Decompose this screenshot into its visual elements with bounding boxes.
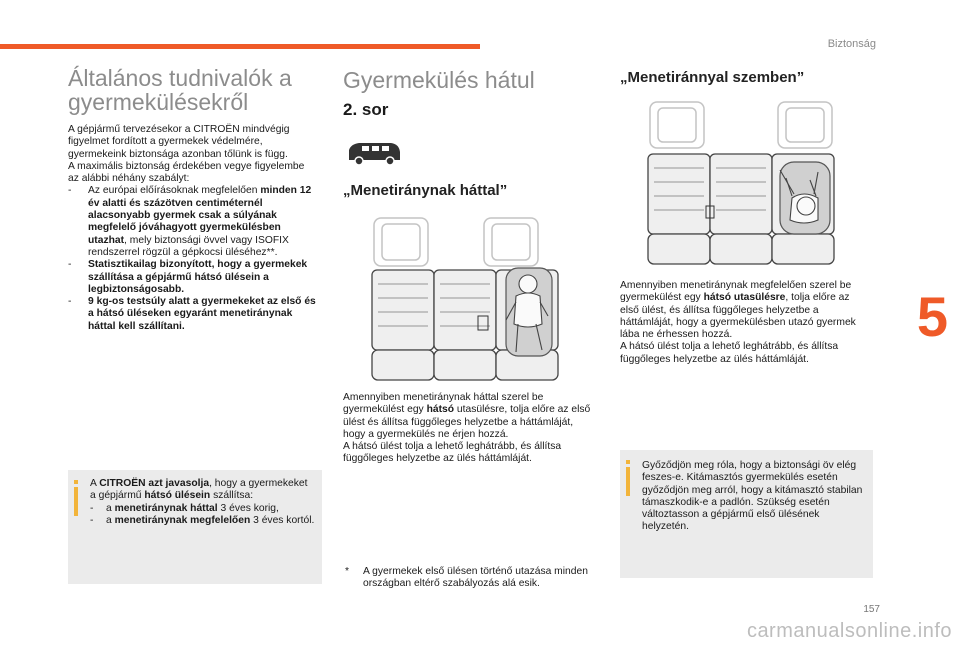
chapter-number: 5 — [916, 284, 949, 348]
forward-facing-seat-illustration — [642, 98, 842, 270]
col2-body: Amennyiben menetiránynak háttal szerel be gyermekülést egy hátsó utasülésre, tolja előre az első ülést és állítsa függőleges helyzetbe a háttámláját, hogy a gyermekülés ne érjen hozzá. A hátsó ülést tolja a lehető leghátrább, és állítsa függőleges helyzetbe az ülés háttámláját. — [343, 392, 593, 466]
section-label: Biztonság — [827, 38, 876, 50]
col1-title-line1: Általános tudnivalók a — [68, 65, 292, 91]
col3-info-text: Győződjön meg róla, hogy a biztonsági öv elég feszes-e. Kitámasztós gyermekülés esetén győződjön meg arról, hogy a kitámasztó stabilan támaszkodik-e a padlón. Szükség esetén változtasson a gépjármű első ülésének helyzetén. — [642, 460, 863, 533]
page-number: 157 — [863, 604, 880, 615]
info-icon — [626, 460, 630, 496]
col2-title: Gyermekülés hátul — [343, 67, 535, 93]
col3-subtitle: „Menetiránnyal szemben” — [620, 69, 805, 86]
list-item: - a menetiránynak háttal 3 éves korig, — [90, 502, 279, 514]
watermark: carmanualsonline.info — [746, 620, 952, 642]
list-item: - Az európai előírásoknak megfelelően minden 12 év alatti és százötven centiméternél alacsonyabb gyermek csak a súlyának megfelelő jóváhagyott gyermekülésben utazhat, mely biztonsági övvel vagy ISOFIX rendszerrel rögzül a gépkocsi üléséhez**. — [68, 185, 312, 258]
row-label: 2. sor — [343, 100, 389, 119]
col3-info-box — [620, 450, 873, 578]
list-item: - 9 kg-os testsúly alatt a gyermekeket az első és a hátsó üléseken egyaránt menetiránynak háttal kell szállítani. — [68, 296, 316, 332]
info-icon — [74, 480, 78, 516]
col3-body: Amennyiben menetiránynak megfelelően szerel be gyermekülést egy hátsó utasülésre, tolja előre az első ülést, és állítsa függőleges helyzetbe a háttámláját, hogy a gyermekülésben utazó gyermek lába ne érhessen hozzá. A hátsó ülést tolja a lehető leghátrább, és állítsa függőleges helyzetbe az ülés háttámláját. — [620, 280, 870, 366]
col3-text2: A hátsó ülést tolja a lehető leghátrább, és állítsa függőleges helyzetbe az ülés háttámláját. — [620, 341, 839, 365]
list-item: - a menetiránynak megfelelően 3 éves kortól. — [90, 514, 315, 526]
col1-intro2: A maximális biztonság érdekében vegye figyelembe az alábbi néhány szabályt: — [68, 160, 305, 185]
col1-title-line2: gyermekülésekről — [68, 89, 249, 115]
col1-intro1: A gépjármű tervezésekor a CITROËN mindvégig figyelmet fordított a gyermekek védelmére, gyermekeink biztonsága azonban tőlünk is függ. — [68, 124, 290, 160]
col2-subtitle: „Menetiránynak háttal” — [343, 182, 508, 199]
list-item: - Statisztikailag bizonyított, hogy a gyermekek szállítása a gépjármű hátsó ülésein a legbiztonságosabb. — [68, 259, 308, 295]
footnote: * A gyermekek első ülésen történő utazása minden országban eltérő szabályozás alá esik. — [345, 566, 588, 590]
col1-info-box: A CITROËN azt javasolja, hogy a gyermekeket a gépjármű hátsó ülésein szállítsa: - a menetiránynak háttal 3 éves korig, - a menetiránynak megfelelően 3 éves kortól. — [68, 470, 322, 584]
rear-facing-seat-illustration — [366, 212, 566, 387]
col1-body — [68, 124, 318, 333]
header-accent-bar — [0, 44, 480, 49]
col2-text2: A hátsó ülést tolja a lehető leghátrább, és állítsa függőleges helyzetbe az ülés háttámláját. — [343, 441, 562, 465]
van-icon — [345, 140, 403, 168]
col1-title — [68, 66, 324, 114]
